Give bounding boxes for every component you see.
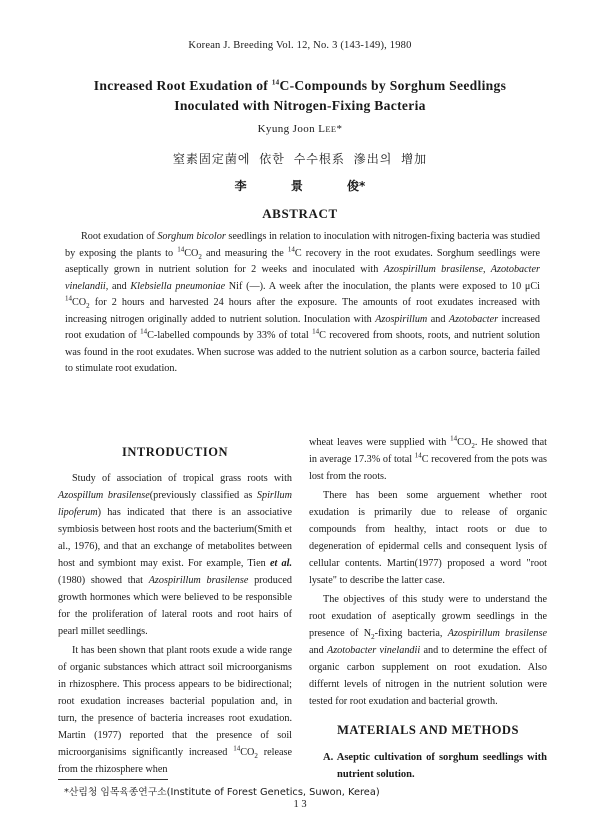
intro-paragraph-4: The objectives of this study were to understand the root exudation of aseptically growm seedlings in the presence of $N_2$-fixing bacteria, Azospirillum brasilense and Azotobacter vinelandii and to determine the effect of organic carbon supplement on root exudation. Also differnt levels of nitrogen in the nutrient solution were tested for root exudation and bacterial growth. xyxy=(309,594,547,707)
title-line-2: Inoculated with Nitrogen-Fixing Bacteria xyxy=(174,98,426,113)
page-number: 1 3 xyxy=(293,799,307,810)
left-column xyxy=(58,470,292,780)
korean-title: 窒素固定菌에 依한 수수根系 滲出의 增加 xyxy=(172,152,428,166)
right-column xyxy=(309,434,547,783)
intro-paragraph-2: It has been shown that plant roots exude a wide range of organic substances which attract soil microorganisms in rhizosphere. This process appears to be bidirectional; root exudation increases bacterial population and, in turn, the presence of bacteria increases root exudation. Martin (1977) reported that the presence of soil microorganisims significantly increased $^{14}CO_2$ release from the rhizosphere when xyxy=(58,645,292,775)
title-line-1: Increased Root Exudation of $^{14}$C-Compounds by Sorghum Seedlings xyxy=(93,78,507,93)
korean-author: 李 景 俊* xyxy=(234,179,366,193)
methods-subheading-a: A. Aseptic cultivation of sorghum seedlings with nutrient solution. xyxy=(323,752,547,780)
abstract-text: Root exudation of Sorghum bicolor seedlings in relation to inoculation with nitrogen-fixing bacteria was studied by exposing the plants to $^{14}CO_2$ and measuring the $^{14}$C recovery in the root exudates. Sorghum seedlings were aseptically grown in nutrient solution for 2 weeks and inoculated with Azospirillum brasilense, Azotobacter vinelandii, and Klebsiella pneumoniae Nif (—). A week after the inoculation, the plants were exposed to 10 μCi $^{14}CO_2$ for 2 hours and harvested 24 hours after the exposure. The amounts of root exudates increased with increasing nitrogen originally added to nutrient solution. Inoculation with Azospirillum and Azotobacter increased root exudation of $^{14}$C-labelled compounds by 33% of total $^{14}$C recovered from shoots, roots, and nutrient solution was found in the root exudates. When sucrose was added to the nutrient solution as a carbon source, bacteria failed to stimulate root exudation. xyxy=(65,231,540,374)
paper-title xyxy=(0,76,600,116)
footnote-rule xyxy=(58,779,168,780)
intro-paragraph-3: There has been some arguement whether root exudation is primarily due to release of organic compounds from healthy, intact roots or due to degeneration of epidermal cells and consequent lysis of cellular contents. Martin(1977) proposed a word "root lysate" to describe the latter case. xyxy=(309,490,547,586)
abstract-heading: ABSTRACT xyxy=(262,206,338,221)
author-name: Kyung Joon LEE* xyxy=(257,123,343,135)
journal-header: Korean J. Breeding Vol. 12, No. 3 (143-149), 1980 xyxy=(188,40,412,51)
footnote: *산림청 임목육종연구소(Institute of Forest Genetics, Suwon, Kerea) xyxy=(64,787,380,798)
intro-paragraph-1: Study of association of tropical grass roots with Azospillum brasilense(previously classified as Spirllum lipoferum) has indicated that there is an associative symbiosis between host roots and the bacterium(Smith et al., 1976), and that an exchange of metabolites between host and symbiont may exist. For example, Tien et al. (1980) showed that Azospirillum brasilense produced growth hormones which were believed to be responsible for the proliferation of lateral roots and root hairs of pearl millet seedlings. xyxy=(58,473,293,637)
intro-paragraph-continued: wheat leaves were supplied with $^{14}CO_2$. He showed that in average 17.3% of total $^{14}$C recovered from the pots was lost from the roots. xyxy=(309,434,548,482)
methods-heading: MATERIALS AND METHODS xyxy=(337,723,519,737)
introduction-heading: INTRODUCTION xyxy=(121,445,228,459)
